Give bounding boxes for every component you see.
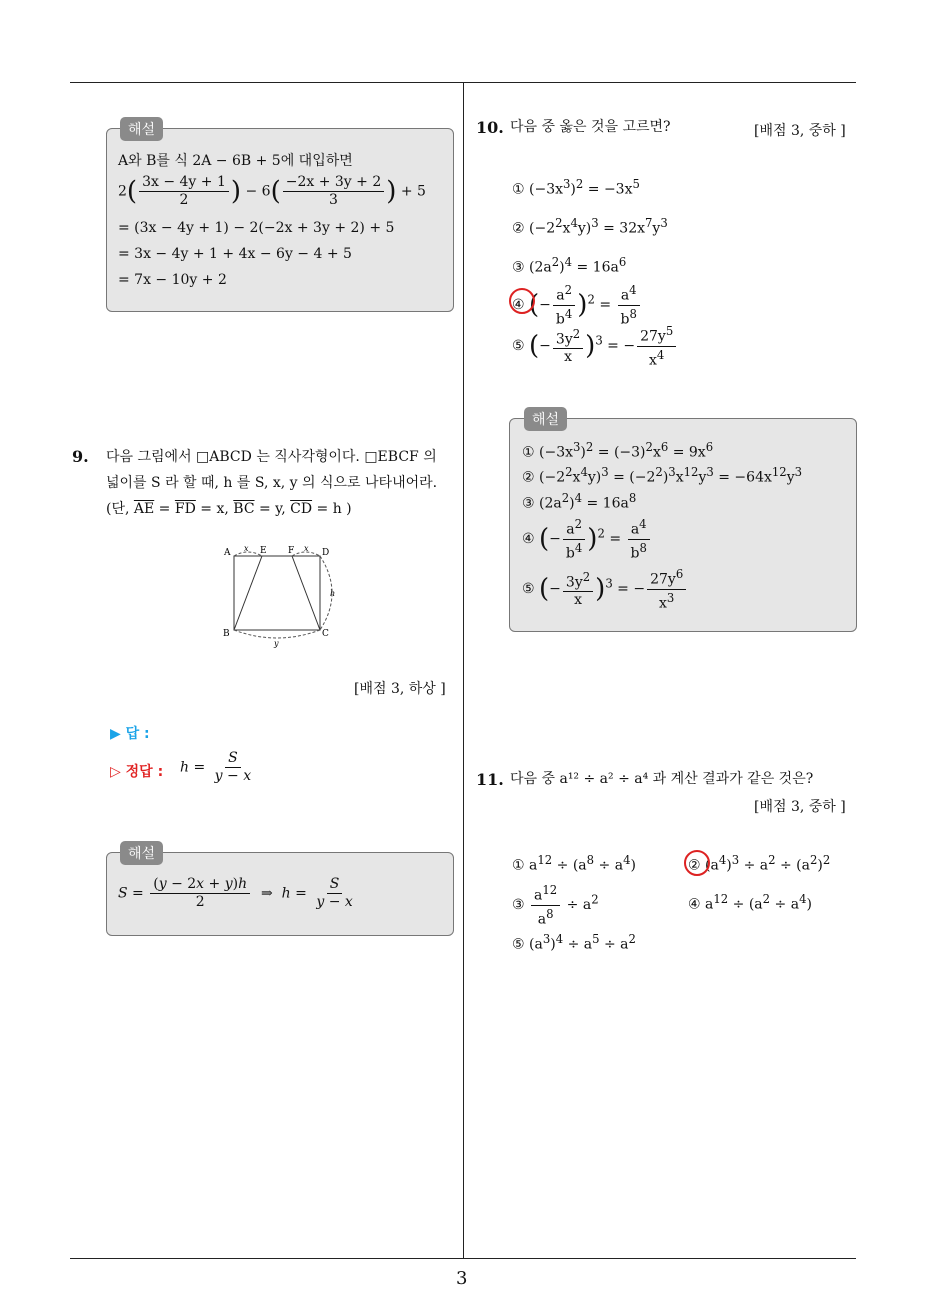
q9-sol-line: S = $\frac{(y - 2x + y)h}{2}$ ⇒ h = $\frac{S}{y - x}$ [118, 876, 353, 910]
q9-text-line2: 넓이를 S 라 할 때, h 를 S, x, y 의 식으로 나타내어라. [106, 475, 438, 491]
q10-solution-tag: 해설 [524, 407, 567, 431]
q8-sol-line1: A와 B를 식 2A − 6B + 5에 대입하면 [118, 153, 353, 169]
q10-sol-1: ① $(-3x^3)^2 = (-3)^2x^6 = 9x^6$ [522, 440, 714, 461]
q10-sol-3: ③ $(2a^2)^4 = 16a^8$ [522, 491, 637, 512]
q10-sol-2: ② $(-2^2x^4y)^3 = (-2^2)^3x^{12}y^3 = -64x^{12}y^3$ [522, 465, 803, 486]
label-f: F [288, 546, 295, 556]
q8-sol-line2: 2( $\frac{3x - 4y + 1}{2}$ ) − 6( $\frac{-2x + 3y + 2}{3}$ ) + 5 [118, 174, 426, 208]
label-a: A [224, 548, 231, 558]
column-divider [463, 83, 464, 1259]
rectangle-figure [218, 540, 348, 650]
q9-correct-answer: h = $\frac{S}{y - x}$ [180, 750, 252, 784]
q11-score: [배점 3, 중하 ] [754, 799, 846, 815]
q9-correct-label: ▷ 정답 : [110, 764, 164, 780]
label-d: D [322, 548, 330, 558]
q11-choice-4: ④ $a^{12} \div (a^2 \div a^4)$ [688, 892, 812, 913]
q11-choice-5: ⑤ $(a^3)^4 \div a^5 \div a^2$ [512, 932, 636, 953]
label-h: h [330, 589, 336, 598]
q11-number: 11. [476, 770, 504, 789]
q8-sol-line3: = (3x − 4y + 1) − 2(−2x + 3y + 2) + 5 [118, 220, 395, 236]
q10-choice-2: ② $(-2^2x^4y)^3 = 32x^7y^3$ [512, 216, 668, 237]
label-c: C [322, 629, 329, 639]
q10-choice-3: ③ $(2a^2)^4 = 16a^6$ [512, 255, 627, 276]
q10-choice-1: ① $(-3x^3)^2 = -3x^5$ [512, 177, 640, 198]
q10-correct-circle [509, 288, 535, 314]
q8-sol-line4: = 3x − 4y + 1 + 4x − 6y − 4 + 5 [118, 246, 352, 262]
label-x2: x [304, 544, 309, 553]
label-b: B [223, 629, 230, 639]
q8-solution-tag: 해설 [120, 117, 163, 141]
q9-text-line3: (단, $\overline{AE} = \overline{FD} = x$, $\overline{BC} = y$, $\overline{CD} = h$ ) [106, 501, 352, 517]
label-e: E [260, 546, 267, 556]
q9-number: 9. [72, 447, 89, 466]
q11-correct-circle [684, 850, 710, 876]
q9-text-line1: 다음 그림에서 □ABCD 는 직사각형이다. □EBCF 의 [106, 449, 437, 465]
page-number: 3 [456, 1268, 468, 1289]
q9-solution-tag: 해설 [120, 841, 163, 865]
label-y: y [274, 639, 279, 648]
q10-sol-5: ⑤ (− $\frac{3y^2}{x}$ )$^3$ = − $\frac{27y^6}{x^3}$ [522, 566, 688, 612]
q11-choice-3: ③ $\frac{a^{12}}{a^8}$ ÷ $a^2$ [512, 883, 599, 928]
q11-text: 다음 중 a¹² ÷ a² ÷ a⁴ 과 계산 결과가 같은 것은? [510, 771, 814, 787]
q10-score: [배점 3, 중하 ] [754, 123, 846, 139]
q9-score: [배점 3, 하상 ] [354, 681, 446, 697]
q10-choice-4: ④ (− $\frac{a^2}{b^4}$ )$^2$ = $\frac{a^4}{b^8}$ [512, 282, 642, 328]
q9-answer-label: ▶ 답 : [110, 726, 150, 742]
q10-number: 10. [476, 118, 504, 137]
label-x1: x [244, 544, 249, 553]
q10-sol-4: ④ (− $\frac{a^2}{b^4}$ )$^2$ = $\frac{a^4}{b^8}$ [522, 516, 652, 562]
q11-choice-1: ① $a^{12} \div (a^8 \div a^4)$ [512, 853, 636, 874]
q11-choice-2: ② $(a^4)^3 \div a^2 \div (a^2)^2$ [688, 853, 831, 874]
q10-choice-5: ⑤ (− $\frac{3y^2}{x}$ )$^3$ = − $\frac{27y^5}{x^4}$ [512, 323, 678, 369]
q8-sol-line5: = 7x − 10y + 2 [118, 272, 227, 288]
bottom-rule [70, 1258, 856, 1259]
q10-text: 다음 중 옳은 것을 고르면? [510, 119, 671, 135]
